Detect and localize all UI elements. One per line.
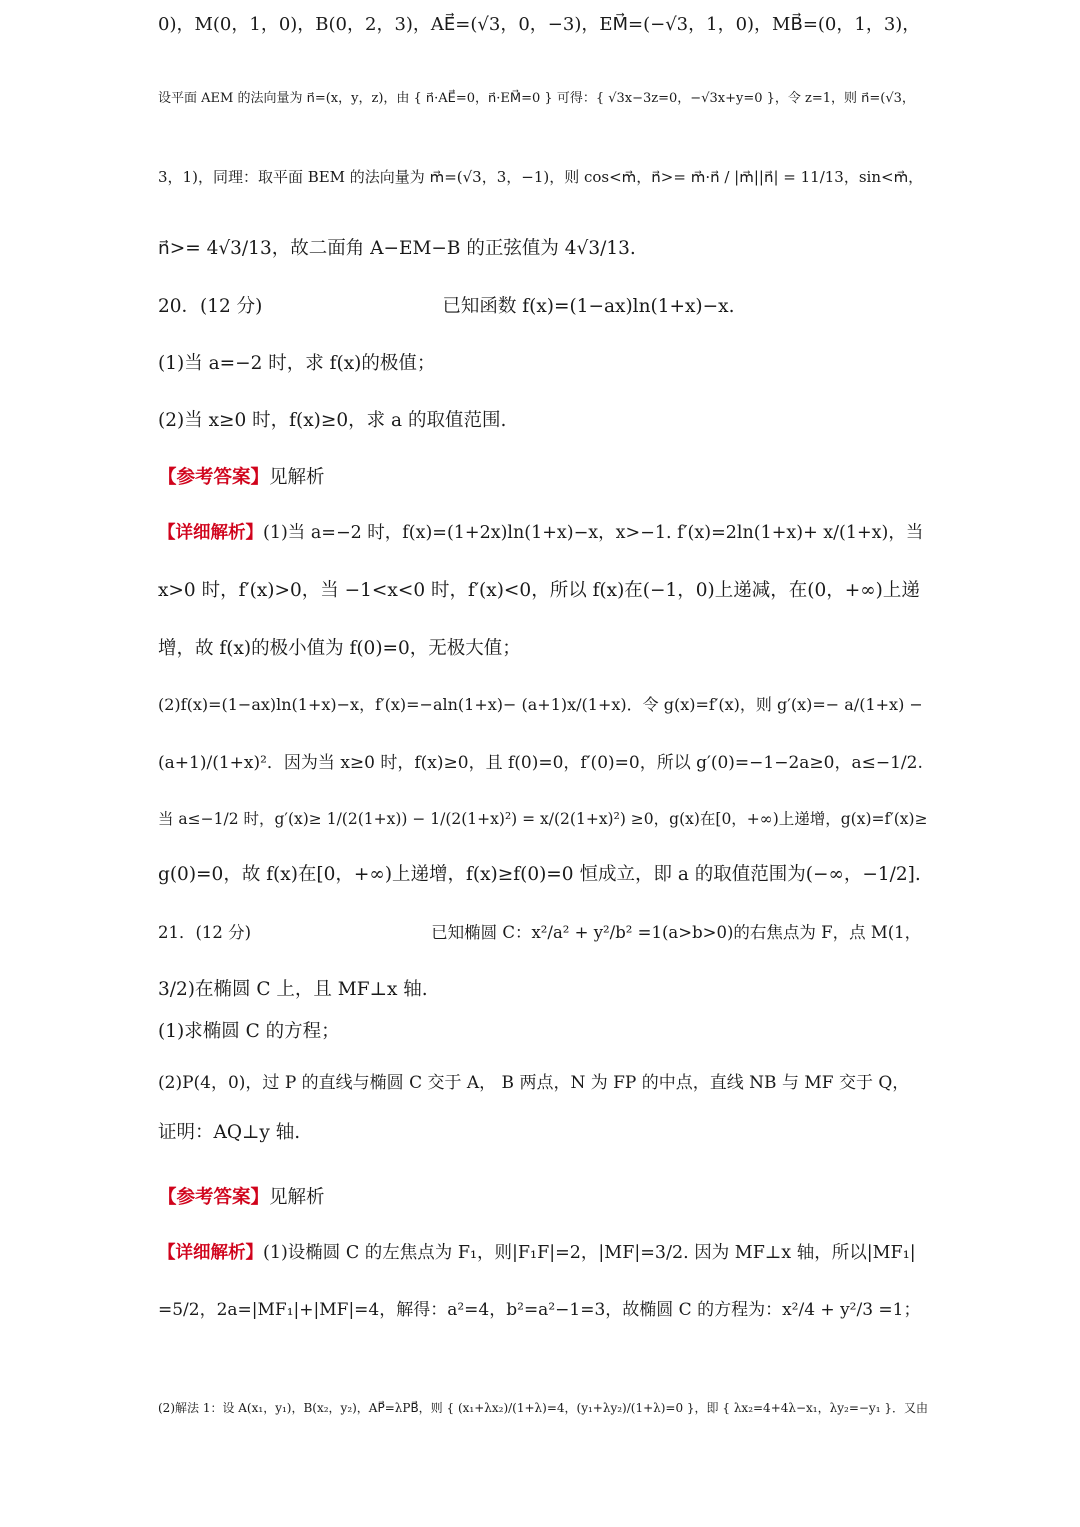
detail-text: (1)设椭圆 C 的左焦点为 F₁，则|F₁F|=2，|MF|=3/2. 因为 MF⊥x 轴，所以|MF₁| <box>263 1243 916 1263</box>
text-line: =5/2，2a=|MF₁|+|MF|=4，解得：a²=4，b²=a²−1=3，故椭圆 C 的方程为：x²/4 + y²/3 =1； <box>158 1300 921 1320</box>
question-number: 21．(12 分) <box>158 923 252 942</box>
text-line: (1)当 a=−2 时，求 f(x)的极值； <box>158 353 436 374</box>
question-number: 20．(12 分) <box>158 296 263 317</box>
detail-line <box>158 520 928 546</box>
detail-tag: 【详细解析】 <box>158 1243 263 1263</box>
detail-line <box>158 1240 928 1266</box>
text-line: g(0)=0，故 f(x)在[0，+∞)上递增，f(x)≥f(0)=0 恒成立，即 a 的取值范围为(−∞，−1/2]. <box>158 864 921 885</box>
detail-text: (1)当 a=−2 时，f(x)=(1+2x)ln(1+x)−x，x>−1. f′(x)=2ln(1+x)+ x/(1+x)，当 <box>263 523 924 543</box>
text-line: 3，1)，同理：取平面 BEM 的法向量为 m⃗=(√3，3，−1)，则 cos<m⃗，n⃗>= m⃗·n⃗ / |m⃗||n⃗| = 11/13，sin<m⃗， <box>158 168 924 186</box>
answer-line <box>158 1185 928 1211</box>
text-line: 0)，M(0，1，0)，B(0，2，3)，AE⃗=(√3，0，−3)，EM⃗=(−√3，1，0)，MB⃗=(0，1，3)， <box>158 14 921 35</box>
detail-tag: 【详细解析】 <box>158 523 263 543</box>
question-20 <box>158 294 928 320</box>
text-line: (2)当 x≥0 时，f(x)≥0，求 a 的取值范围. <box>158 410 507 431</box>
answer-line <box>158 465 928 491</box>
answer-tag: 【参考答案】 <box>158 467 270 488</box>
answer-tag: 【参考答案】 <box>158 1187 270 1208</box>
text-line: x>0 时，f′(x)>0，当 −1<x<0 时，f′(x)<0，所以 f(x)在(−1，0)上递减，在(0，+∞)上递 <box>158 580 920 601</box>
text-line: (2)P(4，0)，过 P 的直线与椭圆 C 交于 A， B 两点，N 为 FP 的中点，直线 NB 与 MF 交于 Q， <box>158 1073 910 1093</box>
text-line: (2)f(x)=(1−ax)ln(1+x)−x，f′(x)=−aln(1+x)− (a+1)x/(1+x)．令 g(x)=f′(x)，则 g′(x)=− a/(1+x) − <box>158 695 923 714</box>
question-stem: 已知函数 f(x)=(1−ax)ln(1+x)−x. <box>442 296 735 317</box>
text-line: (a+1)/(1+x)²．因为当 x≥0 时，f(x)≥0，且 f(0)=0，f′(0)=0，所以 g′(0)=−1−2a≥0，a≤−1/2. <box>158 753 923 773</box>
text-line: n⃗>= 4√3/13，故二面角 A−EM−B 的正弦值为 4√3/13. <box>158 238 636 259</box>
text-line: 设平面 AEM 的法向量为 n⃗=(x，y，z)，由 { n⃗·AE⃗=0，n⃗·EM⃗=0 } 可得：{ √3x−3z=0，−√3x+y=0 }，令 z=1，则 n⃗=(√3， <box>158 91 915 106</box>
text-line: (2)解法 1：设 A(x₁，y₁)，B(x₂，y₂)，AP⃗=λPB⃗，则 { (x₁+λx₂)/(1+λ)=4，(y₁+λy₂)/(1+λ)=0 }，即 { λx₂=4+4λ−x₁，λy₂=−y₁ }．又由 <box>158 1401 928 1415</box>
question-stem: 已知椭圆 C：x²/a² + y²/b² =1(a>b>0)的右焦点为 F，点 M(1， <box>431 923 922 942</box>
answer-text: 见解析 <box>269 467 325 488</box>
text-line: 增，故 f(x)的极小值为 f(0)=0，无极大值； <box>158 638 521 659</box>
text-line: 证明：AQ⊥y 轴. <box>158 1122 301 1143</box>
question-21 <box>158 920 928 946</box>
text-line: 3/2)在椭圆 C 上，且 MF⊥x 轴. <box>158 979 428 1000</box>
text-line: (1)求椭圆 C 的方程； <box>158 1021 340 1042</box>
answer-text: 见解析 <box>269 1187 325 1208</box>
text-line: 当 a≤−1/2 时，g′(x)≥ 1/(2(1+x)) − 1/(2(1+x)²) = x/(2(1+x)²) ≥0，g(x)在[0，+∞)上递增，g(x)=f′(x)≥ <box>158 810 928 828</box>
